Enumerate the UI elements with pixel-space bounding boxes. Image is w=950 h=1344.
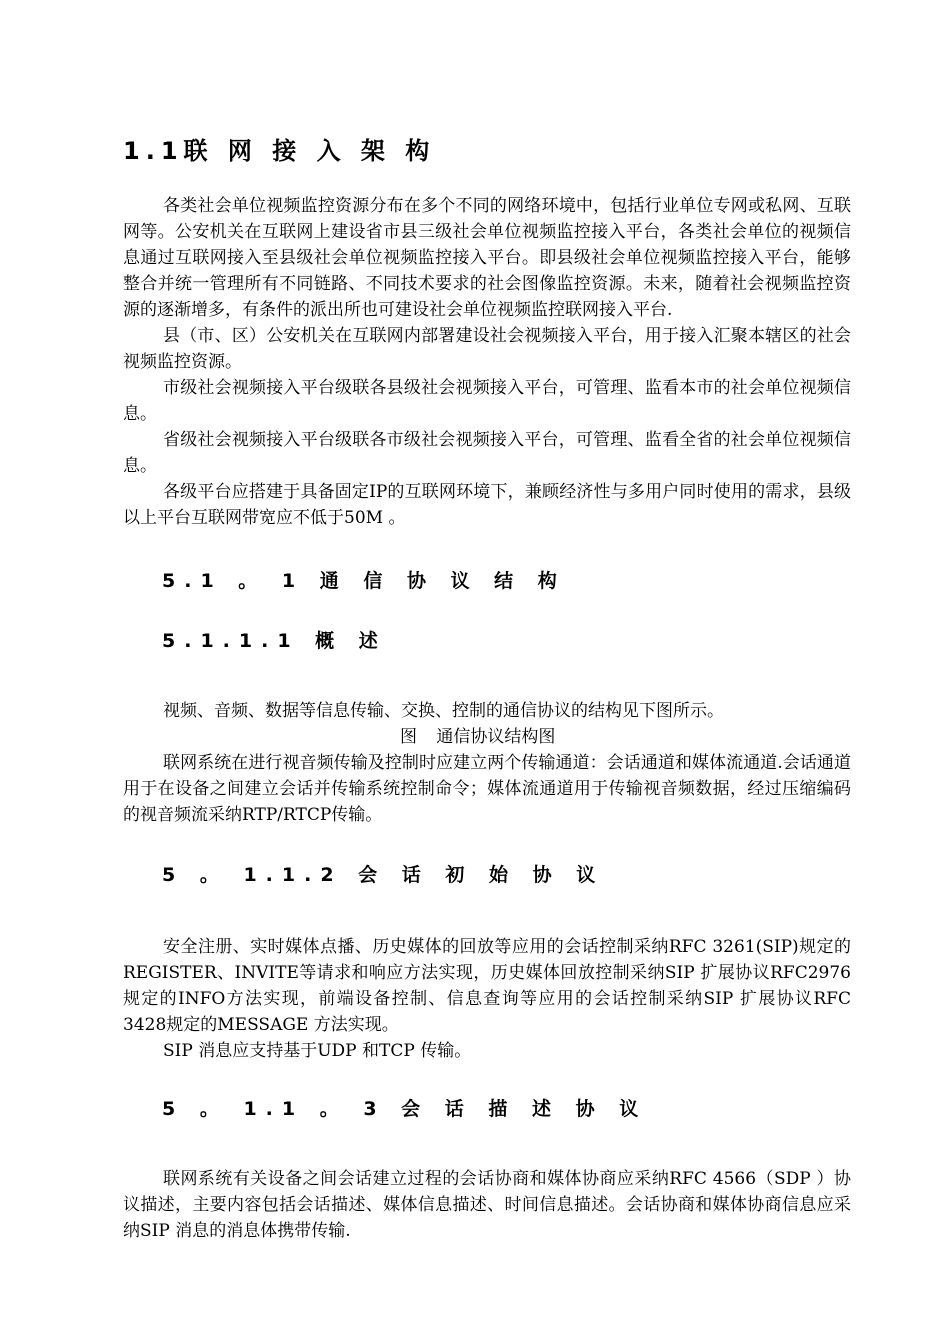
- paragraph: 各级平台应搭建于具备固定IP的互联网环境下，兼顾经济性与多用户同时使用的需求，县级以上平台互联网带宽应不低于50M 。: [123, 482, 851, 528]
- paragraph: 县（市、区）公安机关在互联网内部署建设社会视频接入平台，用于接入汇聚本辖区的社会视频监控资源。: [123, 326, 851, 372]
- paragraph: 安全注册、实时媒体点播、历史媒体的回放等应用的会话控制采纳RFC 3261(SIP)规定的REGISTER、INVITE等请求和响应方法实现，历史媒体回放控制采纳SIP 扩展协议RFC2976 规定的INFO方法实现，前端设备控制、信息查询等应用的会话控制采纳SIP 扩展协议RFC 3428规定的MESSAGE 方法实现。: [123, 937, 851, 1035]
- subsection-title-5-1-1: 5.1 。 1 通 信 协 议 结 构: [162, 570, 566, 592]
- figure-caption: 图 通信协议结构图: [400, 727, 556, 747]
- sdp-body: [123, 1166, 851, 1244]
- section-title: 1.1联 网 接 入 架 构: [123, 137, 436, 165]
- paragraph: 视频、音频、数据等信息传输、交换、控制的通信协议的结构见下图所示。: [163, 701, 724, 721]
- section-body: [123, 193, 851, 531]
- paragraph: SIP 消息应支持基于UDP 和TCP 传输。: [163, 1041, 472, 1061]
- subsection-title-5-1-1-2: 5 。 1.1.2 会 话 初 始 协 议: [162, 864, 605, 886]
- paragraph: 各类社会单位视频监控资源分布在多个不同的网络环境中，包括行业单位专网或私网、互联网等。公安机关在互联网上建设省市县三级社会单位视频监控接入平台，各类社会单位的视频信息通过互联网接入至县级社会单位视频监控接入平台。即县级社会单位视频监控接入平台，能够整合并统一管理所有不同链路、不同技术要求的社会图像监控资源。未来，随着社会视频监控资源的逐渐增多，有条件的派出所也可建设社会单位视频监控联网接入平台.: [123, 196, 851, 320]
- subsection-title-5-1-1-1: 5.1.1.1 概 述: [162, 630, 387, 652]
- overview-intro: [123, 698, 851, 724]
- paragraph: 联网系统有关设备之间会话建立过程的会话协商和媒体协商应采纳RFC 4566（SDP ）协议描述，主要内容包括会话描述、媒体信息描述、时间信息描述。会话协商和媒体协商信息应采纳SIP 消息的消息体携带传输.: [123, 1169, 851, 1241]
- subsection-title-5-1-1-3: 5 。 1.1 。 3 会 话 描 述 协 议: [162, 1098, 648, 1120]
- overview-body: [123, 750, 851, 828]
- paragraph: 联网系统在进行视音频传输及控制时应建立两个传输通道：会话通道和媒体流通道.会话通道用于在设备之间建立会话并传输系统控制命令；媒体流通道用于传输视音频数据，经过压缩编码的视音频流采纳RTP/RTCP传输。: [123, 753, 851, 825]
- paragraph: 市级社会视频接入平台级联各县级社会视频接入平台，可管理、监看本市的社会单位视频信息。: [123, 378, 851, 424]
- sip-body: [123, 934, 851, 1064]
- paragraph: 省级社会视频接入平台级联各市级社会视频接入平台，可管理、监看全省的社会单位视频信息。: [123, 430, 851, 476]
